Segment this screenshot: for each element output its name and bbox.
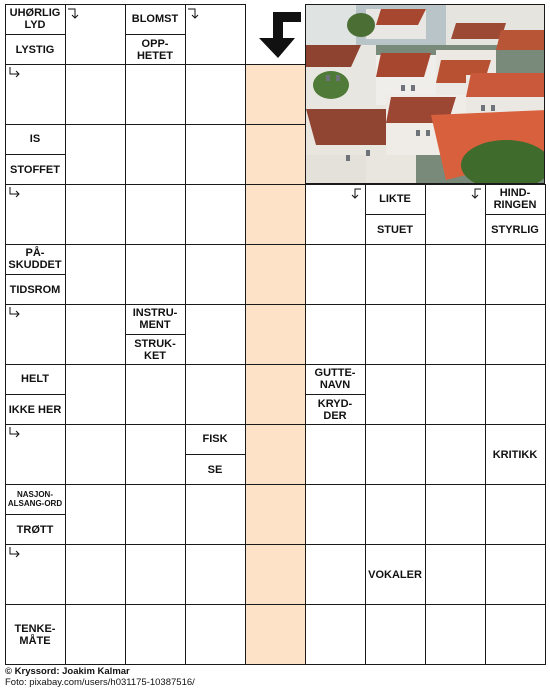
answer-cell[interactable] [185, 604, 246, 665]
solution-cell[interactable] [245, 244, 306, 305]
answer-cell[interactable] [485, 244, 546, 305]
house-town-photo [306, 5, 545, 184]
down-arrow-icon [251, 10, 303, 60]
answer-cell[interactable] [305, 544, 366, 605]
clue-text: OPP-HETET [136, 37, 174, 62]
answer-cell[interactable] [125, 244, 186, 305]
answer-cell[interactable] [425, 244, 486, 305]
solution-cell[interactable] [245, 424, 306, 485]
answer-cell[interactable] [65, 244, 126, 305]
answer-cell[interactable] [305, 604, 366, 665]
clue-text: PÅ-SKUDDET [6, 245, 65, 275]
answer-cell[interactable] [365, 604, 426, 665]
clue-text: INSTRU-MENT [126, 305, 185, 335]
clue-cell [305, 364, 366, 425]
clue-cell [365, 544, 426, 605]
clue-text: STYRLIG [491, 223, 539, 236]
clue-text: BLOMST [126, 5, 185, 35]
answer-cell[interactable] [365, 244, 426, 305]
answer-cell[interactable] [185, 304, 246, 365]
clue-cell [485, 424, 546, 485]
answer-cell[interactable] [485, 304, 546, 365]
credits [5, 666, 195, 688]
clue-cell [365, 184, 426, 245]
answer-cell[interactable] [365, 364, 426, 425]
answer-cell[interactable] [125, 424, 186, 485]
clue-text: SE [207, 463, 223, 476]
clue-cell [125, 4, 186, 65]
clue-text: STRUK-KET [134, 337, 176, 362]
clue-text: TIDSROM [9, 283, 61, 296]
answer-cell[interactable] [65, 64, 126, 125]
answer-cell[interactable] [125, 544, 186, 605]
answer-cell[interactable] [485, 364, 546, 425]
solution-cell[interactable] [245, 544, 306, 605]
clue-text: FISK [186, 425, 245, 455]
clue-text: STOFFET [10, 163, 60, 176]
answer-cell[interactable] [485, 604, 546, 665]
solution-cell[interactable] [245, 304, 306, 365]
answer-cell[interactable] [425, 544, 486, 605]
clue-cell [5, 124, 66, 185]
clue-text: IS [6, 125, 65, 155]
answer-cell[interactable] [305, 244, 366, 305]
answer-cell[interactable] [425, 604, 486, 665]
answer-cell[interactable] [185, 124, 246, 185]
clue-text: VOKALER [368, 568, 422, 581]
answer-cell[interactable] [365, 484, 426, 545]
answer-cell[interactable] [65, 604, 126, 665]
solution-cell[interactable] [245, 364, 306, 425]
clue-cell [5, 484, 66, 545]
clue-text: LIKTE [366, 185, 425, 215]
answer-cell[interactable] [185, 184, 246, 245]
answer-cell[interactable] [125, 64, 186, 125]
arrow-icon [7, 546, 23, 560]
answer-cell[interactable] [485, 544, 546, 605]
answer-cell[interactable] [305, 484, 366, 545]
solution-cell[interactable] [245, 64, 306, 125]
clue-cell [5, 4, 66, 65]
answer-cell[interactable] [425, 304, 486, 365]
answer-cell[interactable] [125, 124, 186, 185]
answer-cell[interactable] [425, 484, 486, 545]
answer-cell[interactable] [305, 424, 366, 485]
answer-cell[interactable] [65, 544, 126, 605]
clue-text: LYSTIG [15, 43, 55, 56]
arrow-icon [7, 306, 23, 320]
solution-cell[interactable] [245, 484, 306, 545]
answer-cell[interactable] [65, 364, 126, 425]
answer-cell[interactable] [185, 364, 246, 425]
arrow-icon [7, 186, 23, 200]
solution-cell[interactable] [245, 184, 306, 245]
arrow-icon [187, 6, 203, 20]
solution-cell[interactable] [245, 604, 306, 665]
clue-text: IKKE HER [8, 403, 62, 416]
answer-cell[interactable] [485, 484, 546, 545]
clue-cell [5, 244, 66, 305]
clue-cell [5, 604, 66, 665]
answer-cell[interactable] [65, 304, 126, 365]
crossword-grid [5, 4, 545, 664]
answer-cell[interactable] [125, 604, 186, 665]
arrow-icon [7, 426, 23, 440]
answer-cell[interactable] [365, 304, 426, 365]
answer-cell[interactable] [425, 424, 486, 485]
clue-text: KRITIKK [492, 448, 538, 461]
clue-cell [5, 364, 66, 425]
clue-cell [125, 304, 186, 365]
clue-text: NASJON-ALSANG-ORD [6, 485, 65, 515]
answer-cell[interactable] [65, 424, 126, 485]
clue-text: STUET [376, 223, 414, 236]
arrow-icon [347, 186, 363, 200]
photo-credit: Foto: pixabay.com/users/h031175-10387516/ [5, 677, 195, 688]
puzzle-photo [305, 4, 545, 184]
answer-cell[interactable] [65, 124, 126, 185]
answer-cell[interactable] [65, 484, 126, 545]
arrow-icon [467, 186, 483, 200]
answer-cell[interactable] [185, 64, 246, 125]
arrow-icon [7, 66, 23, 80]
answer-cell[interactable] [125, 484, 186, 545]
solution-cell[interactable] [245, 124, 306, 185]
clue-text: KRYD-DER [317, 397, 353, 422]
clue-text: GUTTE-NAVN [306, 365, 365, 395]
answer-cell[interactable] [425, 364, 486, 425]
answer-cell[interactable] [125, 184, 186, 245]
answer-cell[interactable] [305, 304, 366, 365]
answer-cell[interactable] [185, 544, 246, 605]
answer-cell[interactable] [125, 364, 186, 425]
clue-text: TRØTT [16, 523, 54, 536]
clue-text: HIND-RINGEN [486, 185, 545, 215]
clue-text: HELT [6, 365, 65, 395]
crossword-credit: © Kryssord: Joakim Kalmar [5, 666, 130, 677]
answer-cell[interactable] [185, 484, 246, 545]
answer-cell[interactable] [185, 244, 246, 305]
clue-text: UHØRLIG LYD [6, 5, 65, 35]
answer-cell[interactable] [65, 184, 126, 245]
arrow-icon [67, 6, 83, 20]
answer-cell[interactable] [365, 424, 426, 485]
clue-cell [185, 424, 246, 485]
clue-cell [485, 184, 546, 245]
clue-text: TENKE-MÅTE [14, 622, 56, 647]
